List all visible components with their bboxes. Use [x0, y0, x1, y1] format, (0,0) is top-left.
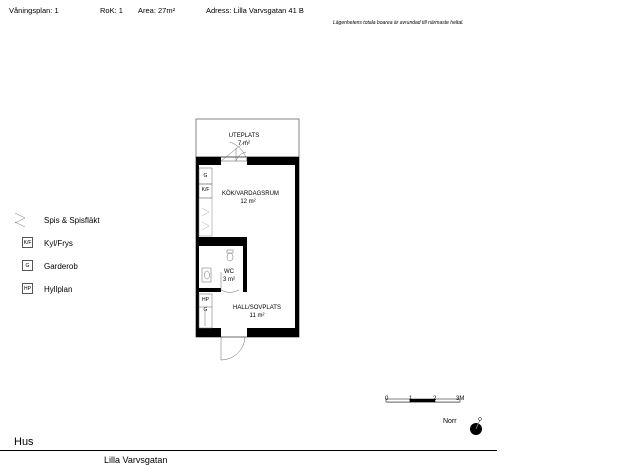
north-label: Norr: [443, 418, 457, 425]
area-note: Lägenhetens totala boarea är avrundad till närmaste heltal.: [333, 20, 464, 26]
wall-bottom-left: [196, 328, 221, 337]
kok-label: KÖK/VARDAGSRUM 12 m²: [222, 191, 279, 205]
fixture-kf: K/F: [201, 187, 210, 193]
scale-tick-1: 1: [409, 396, 413, 402]
fixture-g2: G: [203, 307, 208, 313]
door-bottom-swing: [221, 337, 245, 360]
wc-label: WC 3 m²: [223, 269, 235, 283]
area-label: Area: 27m²: [138, 6, 176, 15]
counter: [199, 198, 212, 236]
legend-stove-label: Spis & Spisfläkt: [44, 216, 100, 225]
fixture-g1: G: [203, 173, 208, 179]
legend-shelf-icon: HP: [22, 283, 33, 294]
stove-icon: [202, 208, 209, 230]
wc-wall-bottom: [199, 288, 221, 292]
legend-wardrobe-icon: G: [22, 260, 33, 271]
footer-cut-text: Lilla Varvsgatan: [104, 455, 168, 465]
scale-tick-3: 3M: [456, 396, 465, 402]
rok-label: RoK: 1: [100, 6, 123, 15]
hall-label: HALL/SOVPLATS 11 m²: [233, 305, 281, 319]
wall-bottom-right: [247, 328, 299, 337]
wall-right: [295, 157, 299, 337]
uteplats-label: UTEPLATS 7 m²: [228, 133, 260, 147]
legend-fridge-icon: K/F: [22, 237, 33, 248]
address-label: Adress: Lilla Varvsgatan 41 B: [206, 6, 304, 15]
toilet-icon: [227, 250, 233, 253]
footer-divider: [0, 450, 497, 451]
legend-shelf-label: Hyllplan: [44, 285, 73, 294]
footer-title: Hus: [14, 436, 34, 448]
wc-wall-right: [243, 237, 247, 292]
legend-wardrobe-label: Garderob: [44, 262, 78, 271]
wall-top-left: [196, 157, 221, 165]
legend-fridge-label: Kyl/Frys: [44, 239, 73, 248]
wall-top-right: [247, 157, 299, 165]
scale-tick-0: 0: [385, 396, 389, 402]
scale-tick-2: 2: [433, 396, 437, 402]
fixture-hp: HP: [202, 297, 209, 303]
wc-wall-top: [199, 237, 247, 246]
legend-stove-icon: [15, 213, 25, 227]
floor-label: Våningsplan: 1: [9, 6, 59, 15]
